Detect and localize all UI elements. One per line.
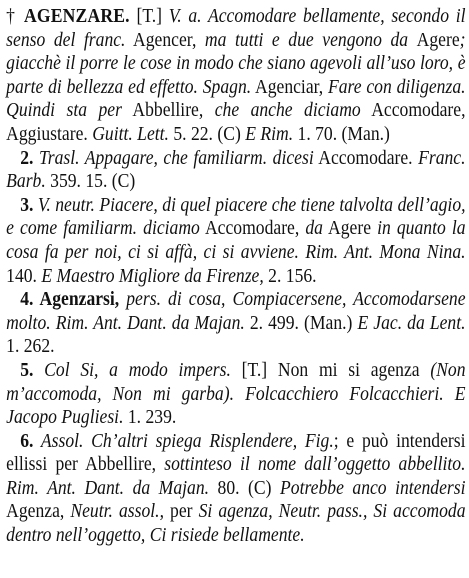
def-1d: Agere bbox=[416, 28, 460, 51]
def-6h: Neutr. assol., bbox=[70, 500, 164, 523]
def-3h: E Maestro Migliore da Firenze, bbox=[41, 264, 264, 287]
dagger-mark: † bbox=[6, 5, 18, 27]
def-6d: sottinteso il nome dall’oggetto abbellito. Rim. Ant. Dant. da Majan. bbox=[6, 453, 466, 499]
sense-number-6: 6. bbox=[20, 429, 34, 452]
def-1k: Guitt. Lett. bbox=[92, 122, 169, 145]
def-6a: Assol. Ch’altri spiega Risplendere, Fig. bbox=[33, 429, 334, 452]
def-4c: E Jac. da Lent. bbox=[357, 311, 466, 334]
def-1j: Accomodare, Aggiustare. bbox=[6, 99, 466, 145]
def-3a: V. neutr. Piacere, di quel piacere che tiene talvolta dell’agio, e come familiarm. diciamo bbox=[6, 193, 466, 240]
def-6j: Si agenza, Neutr. pass., Si accomoda dentro nell’oggetto, Ci risiede bellamente. bbox=[6, 500, 466, 547]
def-1c: ma tutti e due vengono da bbox=[204, 28, 417, 51]
sense-number-2: 2. bbox=[20, 146, 34, 169]
def-2c: Franc. Barb. bbox=[6, 146, 466, 193]
def-3d: Agere bbox=[322, 217, 378, 240]
def-1h: Abbellire, bbox=[121, 99, 215, 122]
sub-headword: 4. Agenzarsi, bbox=[20, 288, 120, 311]
def-2a: Trasl. Appagare, che familiarm. dicesi bbox=[33, 146, 314, 169]
def-1f: Agenciar, bbox=[251, 75, 329, 98]
entry-definition-1 bbox=[6, 5, 465, 147]
sense-number-3: 3. bbox=[20, 193, 34, 216]
def-3f: Rim. Ant. Mona Nina. bbox=[298, 240, 466, 263]
def-6g: Agenza, bbox=[6, 500, 71, 523]
def-5d: 1. 239. bbox=[123, 406, 177, 429]
def-1g: Fare con diligenza. Quindi sta per bbox=[6, 75, 466, 122]
entry-definition-6 bbox=[6, 430, 465, 548]
def-2b: Accomodare. bbox=[313, 146, 419, 169]
def-3i: 2. 156. bbox=[263, 264, 317, 287]
def-6f: Potrebbe anco intendersi bbox=[280, 476, 466, 499]
def-1b: Agencer, bbox=[125, 28, 205, 51]
def-3e: in quanto la cosa fa per noi, ci si affà, ci si avviene. bbox=[6, 217, 466, 263]
def-6e: 80. (C) bbox=[209, 476, 281, 499]
def-1e: ; giacchè il porre le cose in modo che siano agevoli all’uso loro, è parte di bellezza ed effetto. Spagn. bbox=[6, 28, 466, 98]
entry-definition-2 bbox=[6, 147, 465, 194]
entry-tag: [T.] bbox=[129, 5, 169, 27]
def-1a: V. a. Accomodare bellamente, secondo il senso del franc. bbox=[6, 5, 466, 51]
def-1m: E Rim. bbox=[245, 122, 294, 145]
sense-number-5: 5. bbox=[20, 358, 34, 381]
def-3c: da bbox=[305, 217, 323, 240]
entry-definition-3 bbox=[6, 194, 465, 288]
def-6b: ; e può intendersi ellissi per bbox=[6, 429, 466, 476]
def-4d: 1. 262. bbox=[6, 335, 55, 358]
def-4b: 2. 499. (Man.) bbox=[244, 311, 358, 334]
def-3g: 140. bbox=[6, 264, 42, 287]
def-1n: 1. 70. (Man.) bbox=[293, 122, 390, 145]
entry-definition-4 bbox=[6, 288, 465, 359]
def-5c: (Non m’accomoda, Non mi garba). Folcacchiero Folcacchieri. E Jacopo Pugliesi. bbox=[6, 358, 466, 429]
def-2d: 359. 15. (C) bbox=[45, 170, 136, 193]
def-5a: Col Si, a modo impers. bbox=[33, 358, 231, 381]
def-6i: per bbox=[163, 500, 199, 523]
def-4a: pers. di cosa, Compiacersene, Accomodarsene molto. Rim. Ant. Dant. da Majan. bbox=[6, 288, 466, 334]
def-6c: Abbellire, bbox=[77, 453, 165, 476]
def-1l: 5. 22. (C) bbox=[168, 122, 246, 145]
entry-definition-5 bbox=[6, 359, 465, 430]
def-3b: Accomodare, bbox=[199, 217, 306, 240]
def-5b: [T.] Non mi si agenza bbox=[230, 358, 431, 381]
headword: AGENZARE. bbox=[24, 5, 130, 27]
def-1i: che anche diciamo bbox=[214, 99, 361, 122]
